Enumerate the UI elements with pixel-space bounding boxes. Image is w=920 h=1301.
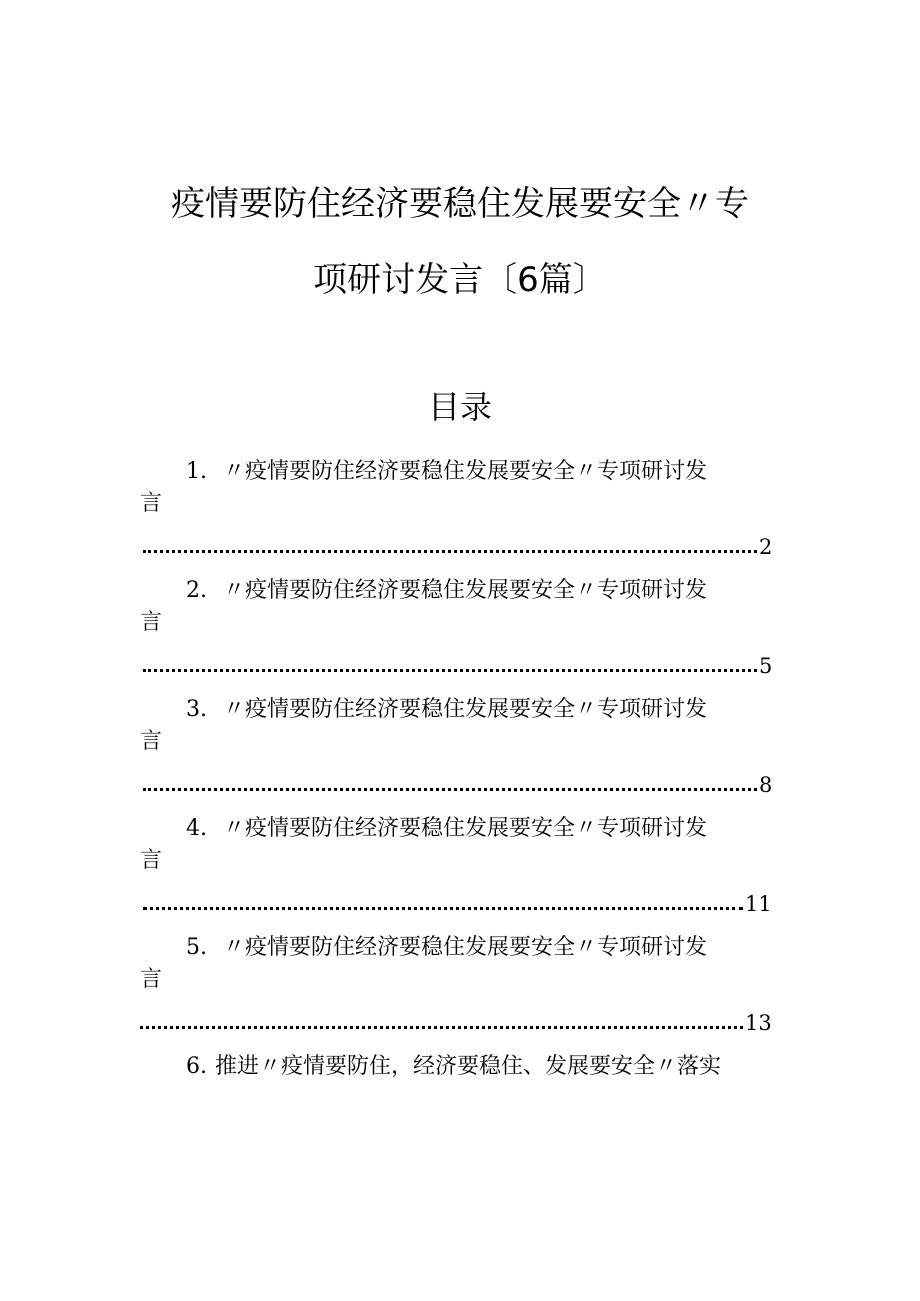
toc-entry-title: 〃疫情要防住经济要稳住发展要安全〃专项研讨发 (223, 816, 708, 841)
toc-entry-1[interactable] (186, 457, 707, 487)
toc-entry-title: 推进〃疫情要防住，经济要稳住、发展要安全〃落实 (215, 1054, 722, 1079)
toc-entry-number: 4. (186, 816, 207, 841)
toc-entry-3[interactable] (186, 695, 707, 725)
toc-entry-2[interactable] (186, 576, 707, 606)
toc-entry-4-leader (143, 889, 773, 919)
toc-entry-6[interactable] (186, 1052, 721, 1082)
toc-entry-page-number: 13 (745, 1011, 772, 1035)
dot-leader (143, 907, 743, 910)
toc-heading: 目录 (427, 388, 492, 426)
dot-leader (143, 788, 757, 791)
dot-leader (143, 669, 757, 672)
toc-entry-number: 2. (186, 578, 207, 603)
toc-entry-4-continuation: 言 (140, 848, 163, 873)
toc-entry-page-number: 11 (745, 892, 772, 916)
toc-entry-page-number: 5 (759, 654, 773, 678)
toc-entry-5-leader (140, 1008, 772, 1038)
toc-entry-number: 3. (186, 697, 207, 722)
toc-entry-number: 5. (186, 935, 207, 960)
toc-entry-title: 〃疫情要防住经济要稳住发展要安全〃专项研讨发 (223, 459, 708, 484)
toc-entry-number: 6. (186, 1054, 207, 1079)
toc-entry-page-number: 8 (759, 773, 773, 797)
toc-entry-1-continuation: 言 (140, 491, 163, 516)
toc-entry-1-leader (143, 532, 773, 562)
toc-entry-3-continuation: 言 (140, 729, 163, 754)
toc-entry-3-leader (143, 770, 773, 800)
document-title-line-2: 项研讨发言〔6篇〕 (313, 260, 607, 300)
toc-entry-4[interactable] (186, 814, 707, 844)
toc-entry-title: 〃疫情要防住经济要稳住发展要安全〃专项研讨发 (223, 935, 708, 960)
dot-leader (140, 1026, 743, 1029)
toc-entry-title: 〃疫情要防住经济要稳住发展要安全〃专项研讨发 (223, 697, 708, 722)
toc-entry-5[interactable] (186, 933, 707, 963)
toc-entry-2-continuation: 言 (140, 610, 163, 635)
toc-entry-number: 1. (186, 459, 207, 484)
toc-entry-2-leader (143, 651, 773, 681)
toc-entry-5-continuation: 言 (140, 967, 163, 992)
toc-entry-title: 〃疫情要防住经济要稳住发展要安全〃专项研讨发 (223, 578, 708, 603)
document-title-line-1: 疫情要防住经济要稳住发展要安全〃专 (171, 184, 749, 224)
dot-leader (143, 550, 757, 553)
toc-entry-page-number: 2 (759, 535, 773, 559)
